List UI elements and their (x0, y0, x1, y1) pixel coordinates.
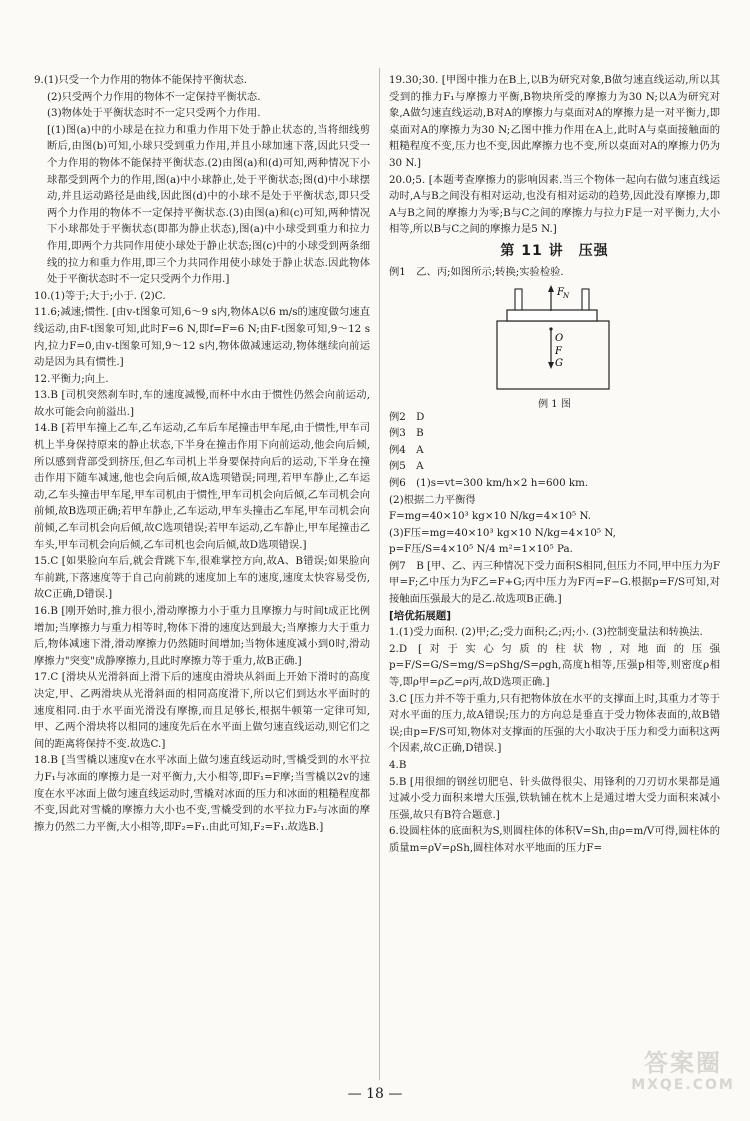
answer-paragraph: 例4 A (389, 443, 424, 456)
right-column (389, 72, 720, 857)
table-board (507, 310, 597, 321)
answer-paragraph: 6.设圆柱体的底面积为S,则圆柱体的体积V=Sh,由ρ=m/V可得,圆柱体的质量m=ρV=ρSh,圆柱体对水平地面的压力F= (389, 825, 720, 854)
watermark-line-1: 答案圈 (644, 1049, 722, 1077)
answer-paragraph: 1.(1)受力面积. (2)甲;乙;受力面积;乙;丙;小. (3)控制变量法和转换法. (389, 626, 703, 639)
answer-paragraph: 20.0;5. [本题考查摩擦力的影响因素.当三个物体一起向右做匀速直线运动时,A与B之间没有相对运动,也没有相对运动的趋势,因此没有摩擦力,即A与B之间的摩擦力为零;B与C之间的摩擦力与拉力F是一对平衡力,大小相等,所以B与C之间的摩擦力是5 N.] (389, 173, 720, 236)
downward-force-arrowhead (548, 362, 554, 369)
answer-paragraph: [(1)图(a)中的小球是在拉力和重力作用下处于静止状态的,当将细线剪断后,由图(b)可知,小球只受到重力作用,并且小球加速下落,因此只受一个力作用的物体不能保持平衡状态.(2)由图(a)和(d)可知,两种情况下小球都受到两个力的作用,图(a)中小球静止,处于平衡状态;图(d)中小球摆动,并且运动路径是曲线,因此图(d)中的小球不是处于平衡状态,即只受两个力作用的物体不一定保持平衡状态.(3)由图(a)和(c)可知,两种情况下小球都处于平衡状态(即都为静止状态),图(a)中小球受到重力和拉力作用,即两个力共同作用使小球处于静止状态;图(c)中的小球受到两条细线的拉力和重力作用,即三个力共同作用使小球处于静止状态.因此物体处于平衡状态时不一定只受两个力作用.] (47, 123, 370, 286)
answer-paragraph: 14.B [若甲车撞上乙车,乙车运动,乙车后车尾撞击甲车尾,由于惯性,甲车司机上半身保持原来的静止状态,下半身在撞击作用下向前运动,他会向后倾,所以感到背部受到挤压,但乙车司机上半身要保持向后的运动,下半身在撞击作用下随车减速,他也会向后倾,故A选项错误;同理,若甲车静止,乙车运动,乙车头撞击甲车尾,甲车司机由于惯性,甲车司机会向后倾,乙车司机会向前倾,故B选项正确;若甲车静止,乙车运动,甲车头撞击乙车尾,甲车司机会向前倾,乙车司机会向后倾,故C选项错误;若甲车运动,乙车静止,甲车尾撞击乙车头,甲车司机会向后倾,乙车司机也会向后倾,故D选项错误.] (34, 422, 370, 551)
answer-paragraph: 4.B (389, 759, 407, 771)
answer-paragraph: 例2 D (389, 410, 425, 423)
column-divider (379, 68, 380, 1080)
sand-container (497, 321, 609, 389)
force-label-fn-sub: N (563, 291, 570, 300)
answer-paragraph: 5.B [用很细的钢丝切肥皂、针头做得很尖、用锋利的刀刃切水果都是通过减小受力面积来增大压强,铁轨铺在枕木上是通过增大受力面积来减小压强,故只有B符合题意.] (389, 775, 720, 821)
answer-paragraph: 例6 (1)s=vt=300 km/h×2 h=600 km. (389, 476, 589, 489)
point-label-o: O (555, 332, 564, 344)
example-1-figure (389, 283, 720, 411)
answer-paragraph: (2)根据二力平衡得 (389, 493, 476, 506)
answer-paragraph: (3)物体处于平衡状态时不一定只受两个力作用. (47, 107, 261, 120)
answer-paragraph: 16.B [刚开始时,推力很小,滑动摩擦力小于重力且摩擦力与时间t成正比例增加;当摩擦力与重力相等时,物体下滑的速度达到最大;当摩擦力大于重力后,物体减速下滑,滑动摩擦力仍然随时间增加;当物体速度减小到0时,滑动摩擦力"突变"成静摩擦力,且此时摩擦力等于重力,故B正确.] (34, 605, 370, 667)
leg-right (582, 289, 589, 310)
answer-paragraph: F=mg=40×10³ kg×10 N/kg=4×10⁵ N. (389, 510, 592, 523)
answer-paragraph: 17.C [滑块从光滑斜面上滑下后的速度由滑块从斜面上开始下滑时的高度决定,甲、乙两滑块从光滑斜面的相同高度滑下,所以它们到达水平面时的速度相同.由于水平面光滑没有摩擦,而且足够长,根据牛顿第一定律可知,甲、乙两个滑块将以相同的速度先后在水平面上做匀速直线运动,则它们之间的距离将保持不变.故选C.] (34, 671, 370, 750)
answer-paragraph: 例7 B [甲、乙、丙三种情况下受力面积S相同,但压力不同,甲中压力为F甲=F;乙中压力为F乙=F+G;丙中压力为F丙=F−G.根据p=F/S可知,对接触面压强最大的是乙.故选项B正确.] (389, 559, 720, 606)
answer-paragraph: p=F压/S=4×10⁵ N/4 m²=1×10⁵ Pa. (389, 543, 573, 556)
leg-left (515, 289, 522, 310)
answer-paragraph: 9.(1)只受一个力作用的物体不能保持平衡状态. (34, 74, 248, 86)
left-column (34, 72, 370, 835)
answer-paragraph: 12.平衡力;向上. (34, 372, 109, 385)
force-label-fn: F (557, 286, 564, 298)
answer-paragraph: 18.B [当雪橇以速度v在水平冰面上做匀速直线运动时,雪橇受到的水平拉力F₁与冰面的摩擦力是一对平衡力,大小相等,即F₁=F摩;当雪橇以2v的速度在水平冰面上做匀速直线运动时,雪橇对冰面的压力和冰面的粗糙程度都不变,因此对雪橇的摩擦力大小也不变,雪橇受到的水平拉力F₂与冰面的摩擦力仍然二力平衡,大小相等,即F₂=F₁.由此可知,F₂=F₁.故选B.] (34, 754, 370, 833)
answer-paragraph: 11.6;减速;惯性. [由v-t图象可知,6～9 s内,物体A以6 m/s的速度做匀速直线运动,由F-t图象可知,此时F=6 N,即f=F=6 N;由F-t图象可知,9～12 s内,拉力F=0,由v-t图象可知,9～12 s内,物体做减速运动,物体继续向前运动是因为具有惯性.] (34, 306, 370, 369)
force-label-f: F (555, 345, 562, 357)
lesson-title: 第 11 讲 压强 (500, 242, 609, 259)
section-heading: [培优拓展题] (389, 609, 452, 622)
page-number: — 18 — (347, 1086, 403, 1102)
answer-paragraph: 例5 A (389, 460, 424, 473)
answer-paragraph: 19.30;30. [甲图中推力在B上,以B为研究对象,B做匀速直线运动,所以其受到的推力F₁与摩擦力平衡,B物块所受的摩擦力为30 N;以A为研究对象,A做匀速直线运动,B对A的摩擦力与桌面对A的摩擦力是一对平衡力,即桌面对A的摩擦力为30 N;乙图中推力作用在A上,此时A与桌面接触面的粗糙程度不变,压力也不变,因此摩擦力也不变,所以桌面对A的摩擦力仍为30 N.] (389, 74, 720, 169)
answer-paragraph: (3)F压=mg=40×10³ kg×10 N/kg=4×10⁵ N, (389, 526, 616, 539)
answer-paragraph: 3.C [压力并不等于重力,只有把物体放在水平的支撑面上时,其重力才等于对水平面的压力,故A错误;压力的方向总是垂直于受力物体表面的,故B错误;由p=F/S可知,物体对支撑面的压强的大小取决于压力和受力面积这两个因素,故C正确,D错误.] (389, 692, 720, 755)
support-force-arrowhead (548, 285, 554, 292)
figure-caption: 例 1 图 (538, 399, 571, 411)
experiment-diagram (389, 283, 720, 393)
answer-paragraph: (2)只受两个力作用的物体不一定保持平衡状态. (47, 90, 261, 103)
answer-paragraph: 2.D [对于实心匀质的柱状物,对地面的压强p=F/S=G/S=mg/S=ρShg/S=ρgh,高度h相等,压强p相等,则密度ρ相等,即ρ甲=ρ乙=ρ丙,故D选项正确.] (389, 642, 720, 689)
answer-paragraph: 例1 乙、丙;如图所示;转换;实验检验. (389, 265, 564, 278)
answer-paragraph: 例3 B (389, 427, 424, 440)
answer-paragraph: 13.B [司机突然刹车时,车的速度减慢,而杯中水由于惯性仍然会向前运动,故水可能会向前溢出.] (34, 389, 370, 418)
watermark-line-2: MXQE.COM (631, 1077, 735, 1093)
force-label-g: G (555, 357, 563, 369)
answer-paragraph: 10.(1)等于;大于;小于. (2)C. (34, 289, 166, 302)
answer-paragraph: 15.C [如果脸向车后,就会背跳下车,很难掌控方向,故A、B错误;如果脸向车前跳,下落速度等于自己向前跳的速度加上车的速度,速度太快容易受伤,故C正确,D错误.] (34, 555, 370, 601)
